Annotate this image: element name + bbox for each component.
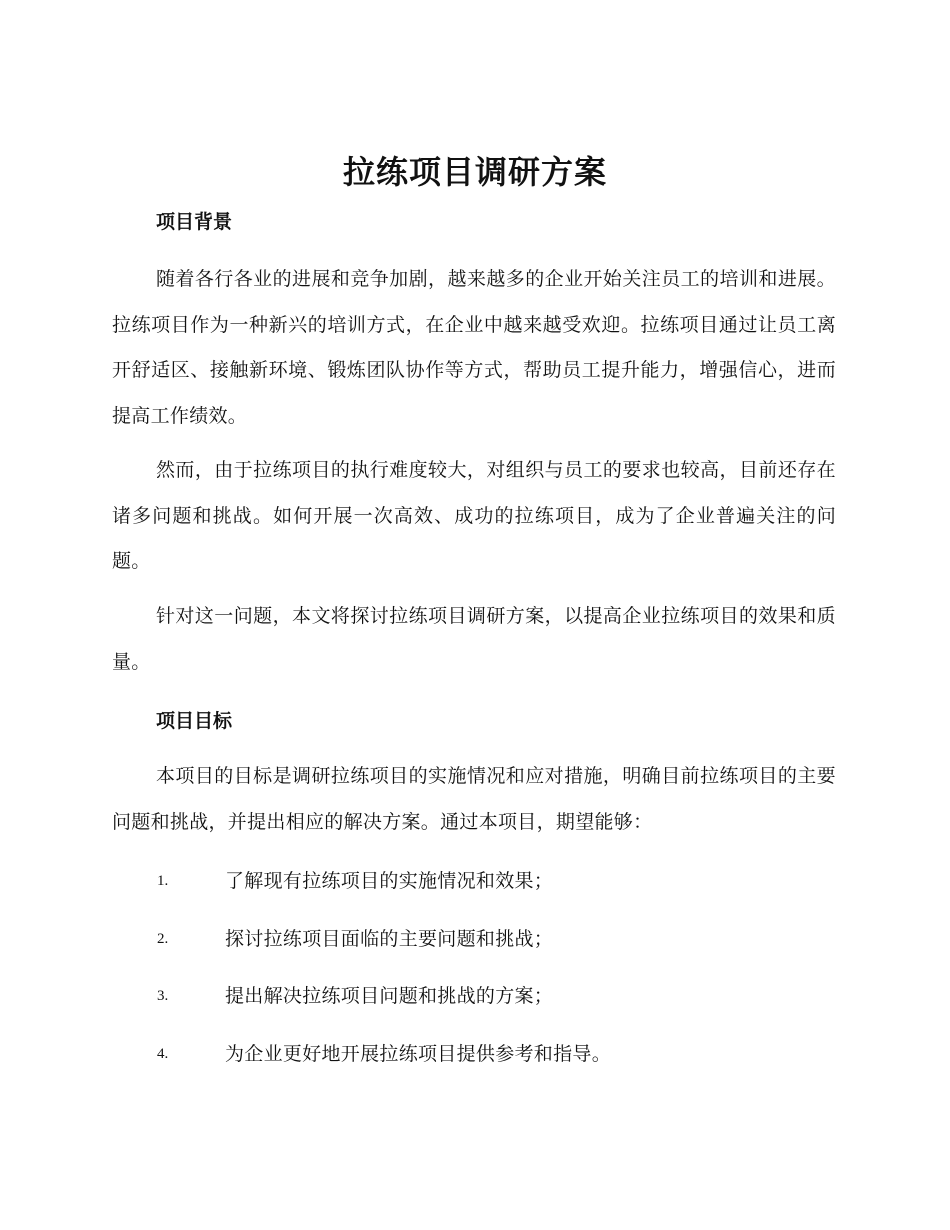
list-item-text: 了解现有拉练项目的实施情况和效果；	[225, 870, 554, 892]
list-item-text: 为企业更好地开展拉练项目提供参考和指导。	[225, 1042, 612, 1065]
paragraph-background-2: 然而，由于拉练项目的执行难度较大，对组织与员工的要求也较高，目前还存在诸多问题和挑战。如何开展一次高效、成功的拉练项目，成为了企业普遍关注的问题。	[112, 459, 836, 572]
list-item-number: 3.	[157, 988, 169, 1004]
list-item	[112, 1035, 836, 1093]
paragraph-goals: 本项目的目标是调研拉练项目的实施情况和应对措施，明确目前拉练项目的主要问题和挑战，并提出相应的解决方案。通过本项目，期望能够：	[112, 765, 836, 833]
list-item-text: 探讨拉练项目面临的主要问题和挑战；	[225, 927, 554, 950]
list-item	[112, 977, 836, 1035]
list-item-text: 提出解决拉练项目问题和挑战的方案；	[225, 985, 554, 1007]
document-title: 拉练项目调研方案	[342, 153, 607, 191]
section-heading-goals: 项目目标	[156, 710, 233, 732]
list-item-number: 4.	[157, 1045, 169, 1062]
goals-list	[112, 862, 836, 1092]
list-item-number: 1.	[157, 873, 169, 889]
paragraph-background-3: 针对这一问题，本文将探讨拉练项目调研方案，以提高企业拉练项目的效果和质量。	[112, 605, 836, 673]
section-heading-background: 项目背景	[156, 211, 233, 233]
list-item	[112, 920, 836, 978]
paragraph-background-1: 随着各行各业的进展和竞争加剧，越来越多的企业开始关注员工的培训和进展。拉练项目作为一种新兴的培训方式，在企业中越来越受欢迎。拉练项目通过让员工离开舒适区、接触新环境、锻炼团队协作等方式，帮助员工提升能力，增强信心，进而提高工作绩效。	[112, 268, 836, 427]
list-item-number: 2.	[157, 930, 169, 947]
list-item	[112, 862, 836, 920]
